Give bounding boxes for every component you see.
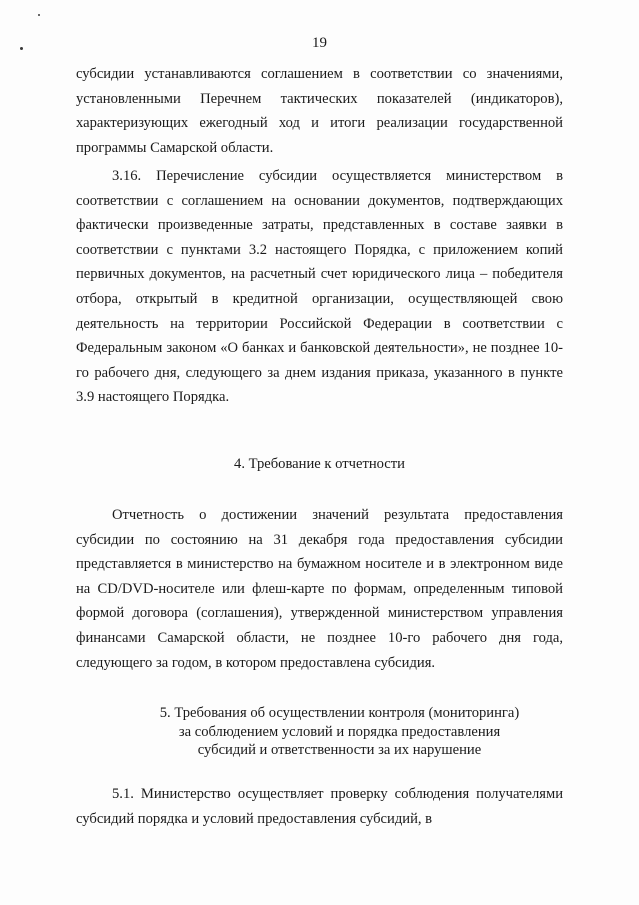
section-5-heading-line-1: 5. Требования об осуществлении контроля (мониторинга) <box>159 705 520 721</box>
page-number: 19 <box>312 35 327 51</box>
section-4-heading: 4. Требование к отчетности <box>234 456 405 472</box>
section-5-heading <box>40 704 639 760</box>
section-5-heading-line-3: субсидий и ответственности за их нарушение <box>197 742 482 758</box>
paragraph-continuation: субсидии устанавливаются соглашением в соответствии со значениями, установленными Перечнем тактических показателей (индикаторов), характеризующих ежегодный ход и итоги реализации государственной программы Самарской области. <box>76 66 563 156</box>
section-5-heading-line-2: за соблюдением условий и порядка предоставления <box>178 723 501 740</box>
paragraph-reporting: Отчетность о достижении значений результата предоставления субсидии по состоянию на 31 декабря года предоставления субсидии представляется в министерство на бумажном носителе и в электронном виде на CD/DVD-носителе или флеш-карте по формам, определенным типовой формой договора (соглашения), утвержденной министерством управления финансами Самарской области, не позднее 10-го рабочего дня года, следующего за годом, в котором предоставлена субсидия. <box>76 507 563 671</box>
scan-speck <box>38 14 40 16</box>
paragraph-3-16: 3.16. Перечисление субсидии осуществляется министерством в соответствии с соглашением на основании документов, подтверждающих фактически произведенные затраты, представленных в составе заявки в соответствии с пунктами 3.2 настоящего Порядка, с приложением копий первичных документов, на расчетный счет юридического лица – победителя отбора, открытый в кредитной организации, осуществляющей свою деятельность на территории Российской Федерации в соответствии с Федеральным законом «О банках и банковской деятельности», не позднее 10-го рабочего дня, следующего за днем издания приказа, указанного в пункте 3.9 настоящего Порядка. <box>76 168 563 406</box>
paragraph-5-1: 5.1. Министерство осуществляет проверку соблюдения получателями субсидий порядка и условий предоставления субсидий, в <box>76 786 563 827</box>
